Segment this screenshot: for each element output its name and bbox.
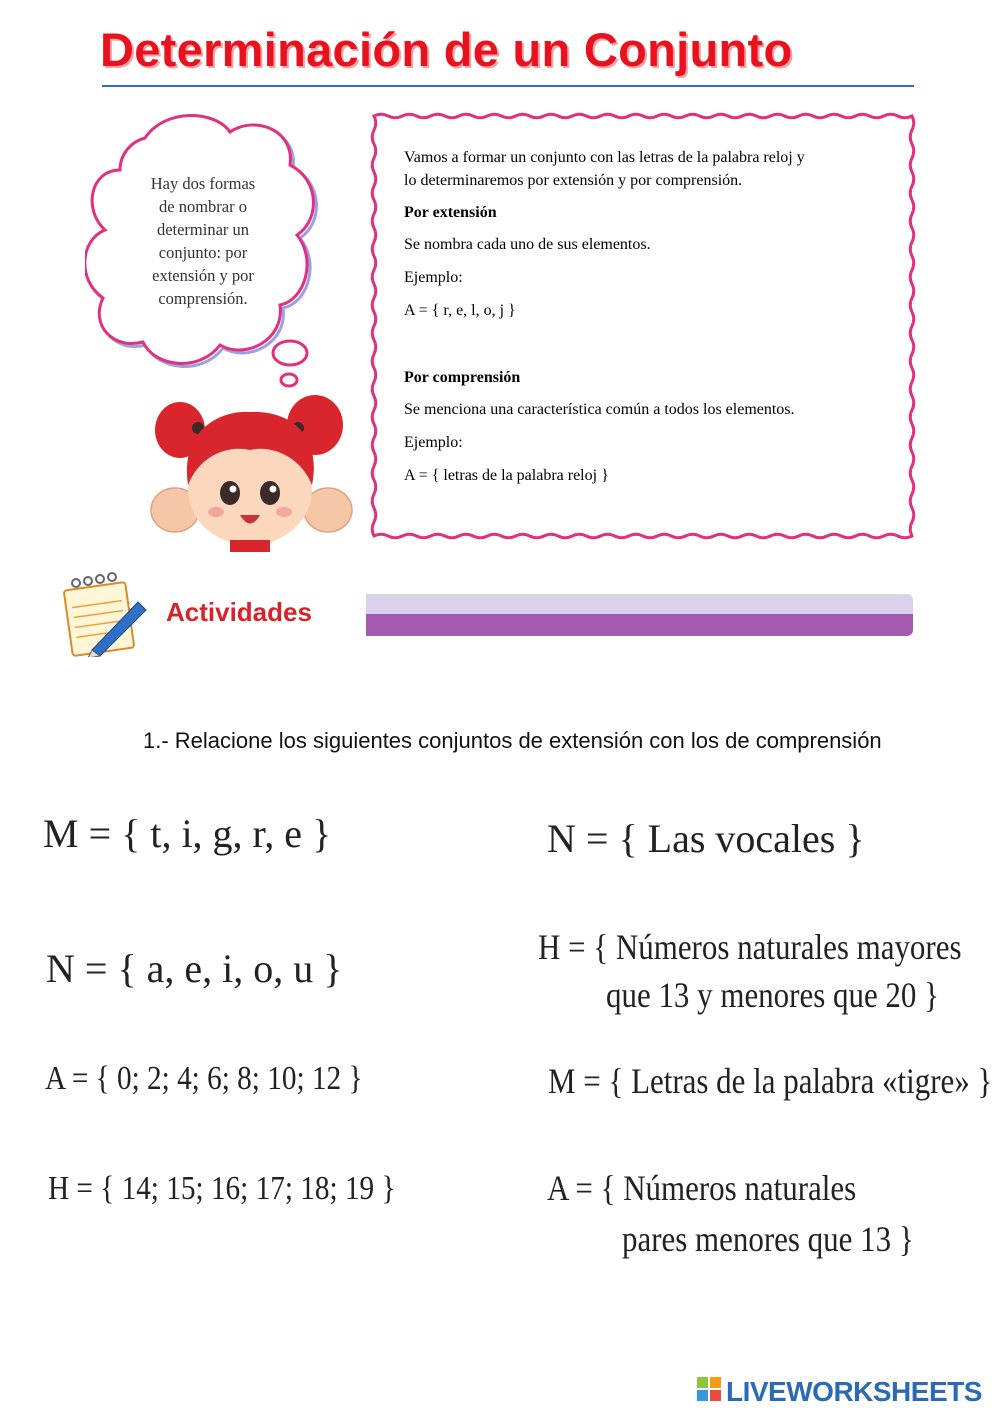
cloud-line: conjunto: por: [158, 243, 248, 262]
extension-heading: Por extensión: [404, 204, 497, 221]
extension-example: A = { r, e, l, o, j }: [404, 302, 516, 319]
activities-bar-dark: [366, 614, 913, 636]
cloud-line: extensión y por: [152, 266, 254, 285]
page-title: Determinación de un Conjunto: [100, 23, 793, 76]
left-set-a: A = { 0; 2; 4; 6; 8; 10; 12 }: [45, 1060, 363, 1097]
cloud-line: de nombrar o: [159, 197, 247, 216]
cloud-line: Hay dos formas: [150, 174, 256, 193]
info-box-border: [368, 110, 918, 542]
info-intro-line-2: lo determinaremos por extensión y por comprensión.: [404, 172, 743, 189]
info-intro-line-1: Vamos a formar un conjunto con las letras de la palabra reloj y: [404, 149, 805, 166]
left-set-n: N = { a, e, i, o, u }: [46, 946, 343, 991]
comprehension-example: A = { letras de la palabra reloj }: [404, 467, 609, 484]
instruction-text: 1.- Relacione los siguientes conjuntos de extensión con los de comprensión: [143, 728, 882, 753]
right-set-h-line2: que 13 y menores que 20 }: [606, 975, 939, 1015]
cloud-text: [118, 172, 288, 310]
comprehension-example-label: Ejemplo:: [404, 434, 463, 451]
cloud-line: comprensión.: [158, 289, 248, 308]
left-set-h: H = { 14; 15; 16; 17; 18; 19 }: [48, 1170, 396, 1207]
liveworksheets-logo-icon: [696, 1375, 724, 1405]
right-set-h-line1: H = { Números naturales mayores: [538, 927, 962, 967]
liveworksheets-brand: LIVEWORKSHEETS: [726, 1376, 982, 1407]
comprehension-heading: Por comprensión: [404, 369, 521, 386]
right-set-a-line1: A = { Números naturales: [547, 1168, 857, 1208]
cloud-line: determinar un: [156, 220, 250, 239]
activities-bar-light: [366, 594, 913, 616]
notepad-pen-icon: [62, 572, 152, 657]
extension-example-label: Ejemplo:: [404, 269, 463, 286]
left-set-m: M = { t, i, g, r, e }: [43, 811, 332, 856]
title-underline: [102, 85, 914, 87]
right-set-a-line2: pares menores que 13 }: [622, 1219, 914, 1259]
right-set-m: M = { Letras de la palabra «tigre» }: [548, 1061, 993, 1101]
girl-illustration: [150, 390, 355, 555]
extension-description: Se nombra cada uno de sus elementos.: [404, 236, 651, 253]
comprehension-description: Se menciona una característica común a todos los elementos.: [404, 401, 795, 418]
right-set-n: N = { Las vocales }: [547, 816, 865, 861]
activities-label: Actividades: [166, 597, 312, 627]
